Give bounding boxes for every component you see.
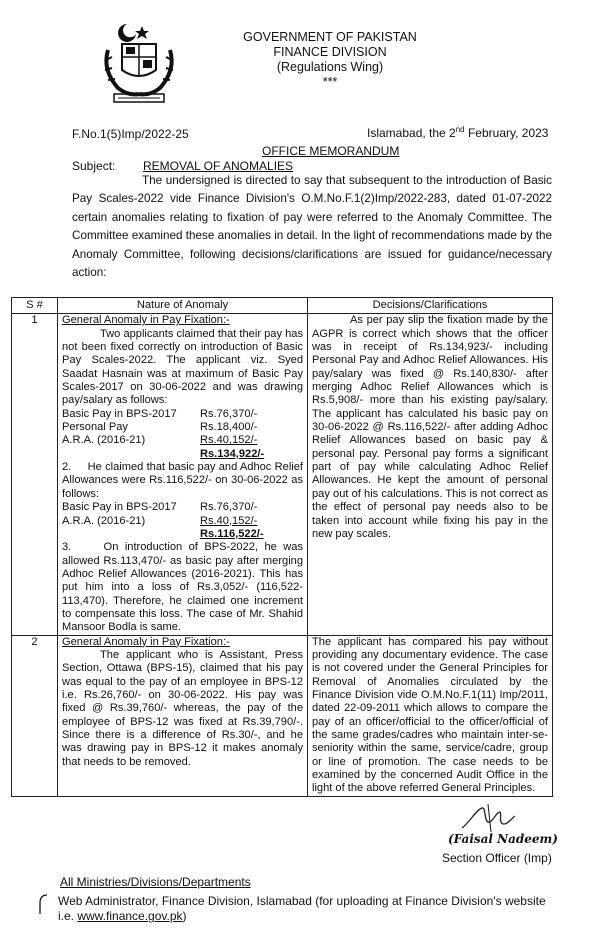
letterhead-wing: (Regulations Wing) (276, 60, 384, 74)
header-nature: Nature of Anomaly (58, 298, 308, 314)
row-paragraph: 3. On introduction of BPS-2022, he was allowed Rs.113,470/- as basic pay after merging Adhoc Relief Allowances (2016-2021). This has put him into a loss of Rs.3,052/- (116,522-113,470). Therefore, he claimed one increment to compensate this loss. The case of Mr. Shahid Mansoor Bodla is same. (62, 541, 307, 634)
row-nature (58, 314, 308, 635)
table-row (12, 635, 553, 796)
pay-line: A.R.A. (2016-21) Rs.40,152/- (62, 434, 258, 447)
signature-icon (458, 802, 518, 836)
subject-label: Subject: (72, 159, 116, 173)
row-decision (308, 635, 553, 796)
copy-to: Web Administrator, Finance Division, Islamabad (for uploading at Finance Division's website i.e. www.finance.gov.pk) (58, 894, 546, 923)
pay-line: Personal Pay Rs.18,400/- (62, 421, 258, 434)
bracket-icon (38, 893, 48, 915)
header-serial: S # (12, 298, 58, 314)
table-header-row (12, 298, 553, 314)
issue-date: Islamabad, the 2nd February, 2023 (367, 125, 549, 140)
state-emblem-icon (100, 20, 178, 104)
row-paragraph: Two applicants claimed that their pay has not been fixed correctly on introduction of Basic Pay Scales-2022. The applicant viz. Syed Saadat Hasnain was at maximum of Basic Pay Scales-2017 on 30-06-2022 and was drawing pay/salary as follows: (62, 327, 303, 407)
pay-total: Rs.116,522/- (200, 527, 264, 540)
signatory-name: (Faisal Nadeem) (448, 832, 558, 846)
decision-paragraph: The applicant has compared his pay without providing any documentary evidence. The case is not covered under the General Principles for Removal of Anomalies circulated by the Finance Division vide O.M.No.F.1(11) Imp/2011, dated 22-09-2011 which allows to compare the pay of an officer/official to the officer/official of the same grades/cadres who maintain inter-se-seniority within the same, service/cadre, group or line of promotion. The case needs to be examined by the concerned Audit Office in the light of the above referred General Principles. (312, 635, 548, 795)
subject-text: REMOVAL OF ANOMALIES (143, 159, 294, 173)
pay-line: Basic Pay in BPS-2017 Rs.76,370/- (62, 407, 258, 420)
decision-paragraph: As per pay slip the fixation made by the AGPR is correct which shows that the officer was in receipt of Rs.134,923/- including Personal Pay and Adhoc Relief Allowances. His pay/salary was fixed @ Rs.140,830/- after merging Adhoc Relief Allowances which is Rs.5,908/- more than his existing pay/salary. The applicant has calculated his basic pay on 30-06-2022 @ Rs.116,522/- after adding Adhoc Relief Allowances based on basic pay & personal pay. Personal pay forms a significant part of pay while calculating Adhoc Relief Allowances. He kept the amount of personal pay out of his calculations. This is not correct as the effect of personal pay needs also to be taken into account while fixing his pay in the new pay scales. (312, 314, 548, 540)
letterhead-division: FINANCE DIVISION (273, 45, 387, 59)
website-link[interactable]: www.finance.gov.pk (77, 909, 183, 923)
table-row (12, 314, 553, 635)
pay-line: Basic Pay in BPS-2017 Rs.76,370/- (62, 501, 258, 514)
row-nature (58, 635, 308, 796)
letterhead-stars: *** (322, 75, 338, 89)
memo-title: OFFICE MEMORANDUM (262, 144, 400, 158)
distribution-list: All Ministries/Divisions/Departments (60, 875, 251, 889)
letterhead (230, 30, 430, 90)
row-heading: General Anomaly in Pay Fixation:- (62, 635, 230, 648)
row-decision (308, 314, 553, 635)
row-paragraph: 2. He claimed that basic pay and Adhoc Relief Allowances were Rs.116,522/- on 30-06-2022 as follows: (62, 461, 307, 500)
file-number: F.No.1(5)Imp/2022-25 (72, 127, 189, 141)
row-serial: 1 (12, 314, 58, 635)
pay-total: Rs.134,922/- (200, 447, 265, 460)
row-paragraph: The applicant who is Assistant, Press Section, Ottawa (BPS-15), claimed that his pay was equal to the pay of an employee in BPS-12 i.e. Rs.26,760/- on 30-06-2022. His pay was fixed @ Rs.39,760/- whereas, the pay of the employee of BPS-12 was fixed at Rs.39,790/-. Since there is a difference of Rs.30/-, and he was drawing pay in BPS-12 it makes anomaly that needs to be removed. (62, 648, 303, 768)
pay-line: A.R.A. (2016-21) Rs.40,152/- (62, 514, 258, 527)
signatory-title: Section Officer (Imp) (442, 851, 552, 865)
row-heading: General Anomaly in Pay Fixation:- (62, 314, 230, 327)
letterhead-government: GOVERNMENT OF PAKISTAN (243, 30, 417, 44)
anomalies-table (11, 297, 553, 797)
intro-paragraph: The undersigned is directed to say that subsequent to the introduction of Basic Pay Scales-2022 vide Finance Division's O.M.No.F.1(2)Imp/2022-283, dated 01-07-2022 certain anomalies relating to fixation of pay were referred to the Anomaly Committee. The Committee examined these anomalies in detail. In the light of recommendations made by the Anomaly Committee, following decisions/clarifications are issued for guidance/necessary action: (72, 174, 552, 280)
header-decisions: Decisions/Clarifications (308, 298, 553, 314)
row-serial: 2 (12, 635, 58, 796)
